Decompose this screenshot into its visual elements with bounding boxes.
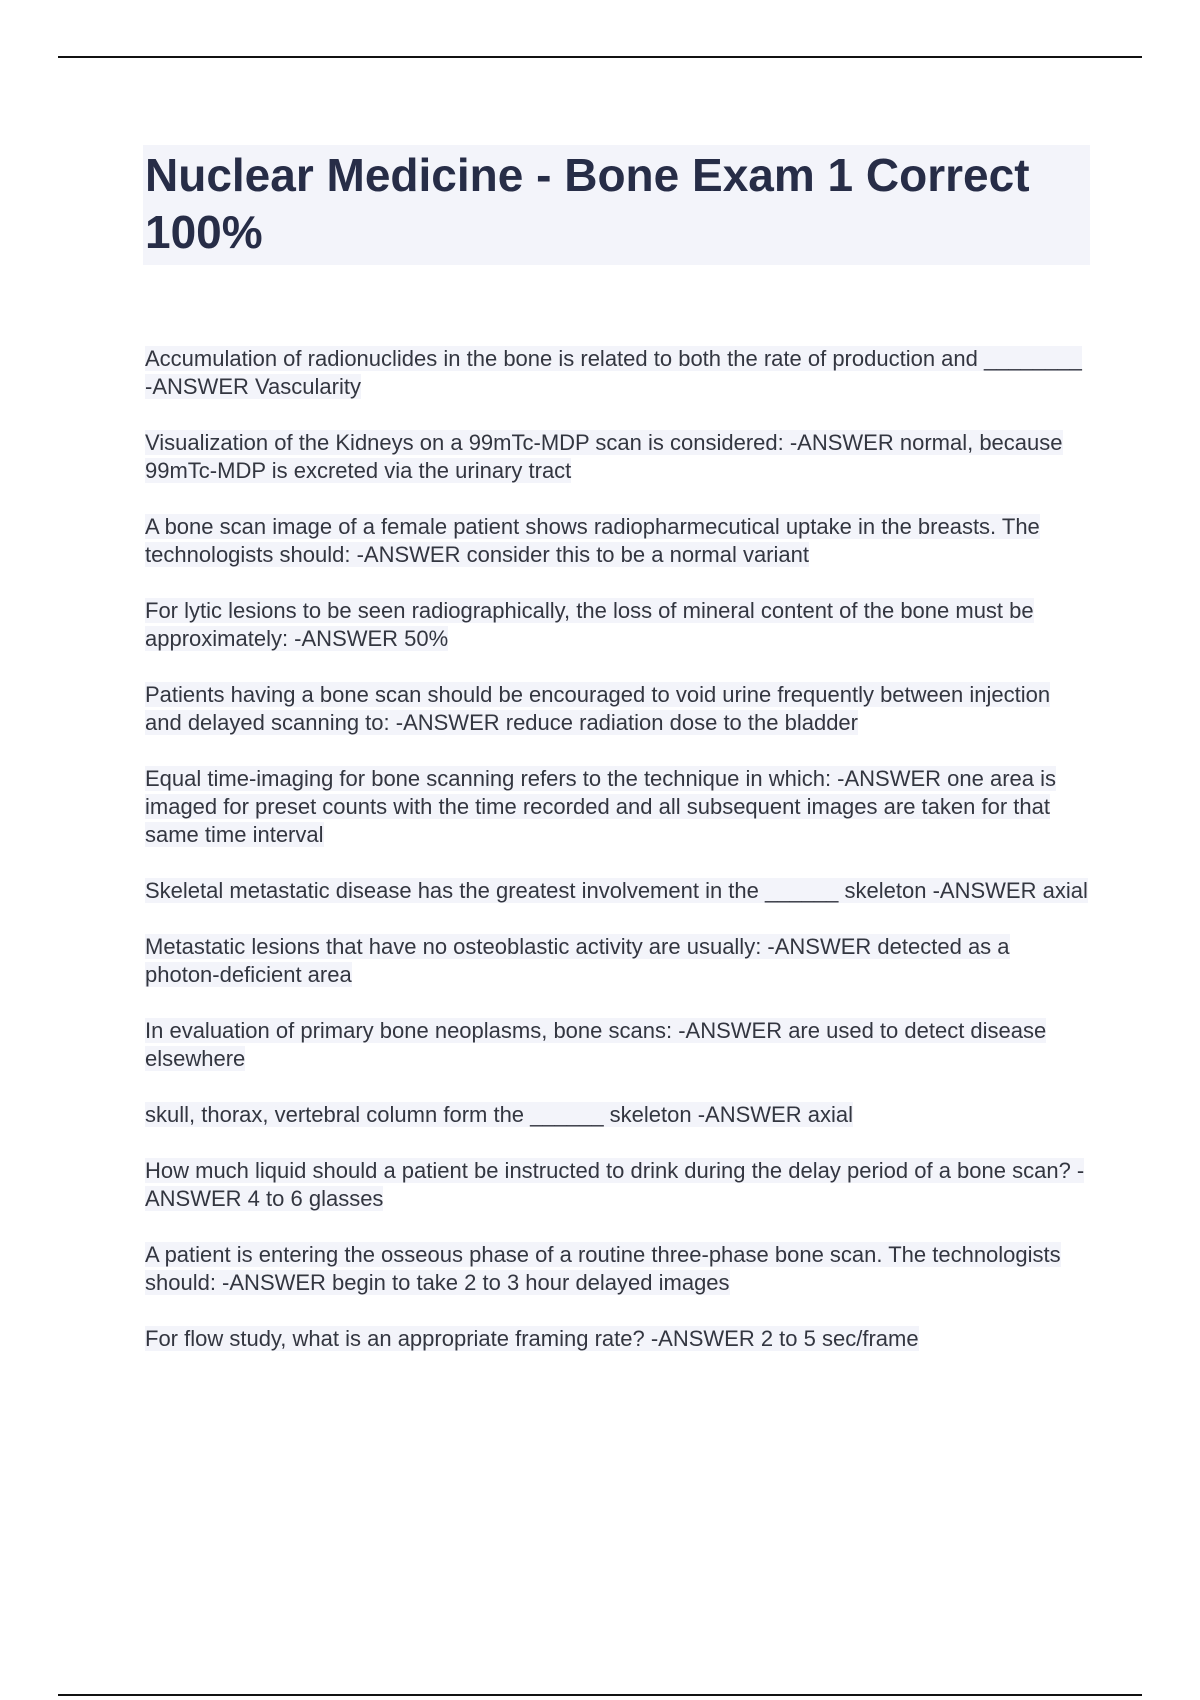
qa-item — [145, 513, 1090, 569]
qa-text: For flow study, what is an appropriate framing rate? -ANSWER 2 to 5 sec/frame — [145, 1326, 919, 1351]
qa-item — [145, 765, 1090, 849]
qa-text: A patient is entering the osseous phase of a routine three-phase bone scan. The technologists should: -ANSWER begin to take 2 to 3 hour delayed images — [145, 1242, 1061, 1295]
qa-item — [145, 877, 1090, 905]
qa-item — [145, 1157, 1090, 1213]
qa-item — [145, 681, 1090, 737]
top-rule — [58, 56, 1142, 58]
page-title: Nuclear Medicine - Bone Exam 1 Correct 100% — [145, 149, 1030, 258]
document-body — [145, 145, 1090, 1381]
qa-text: How much liquid should a patient be instructed to drink during the delay period of a bone scan? -ANSWER 4 to 6 glasses — [145, 1158, 1085, 1211]
qa-text: skull, thorax, vertebral column form the ______ skeleton -ANSWER axial — [145, 1102, 853, 1127]
qa-text: Equal time-imaging for bone scanning refers to the technique in which: -ANSWER one area is imaged for preset counts with the time recorded and all subsequent images are taken for that same time interval — [145, 766, 1057, 847]
qa-text: Visualization of the Kidneys on a 99mTc-MDP scan is considered: -ANSWER normal, because 99mTc-MDP is excreted via the urinary tract — [145, 430, 1063, 483]
qa-text: Skeletal metastatic disease has the greatest involvement in the ______ skeleton -ANSWER axial — [145, 878, 1088, 903]
qa-item — [145, 1325, 1090, 1353]
qa-text: In evaluation of primary bone neoplasms, bone scans: -ANSWER are used to detect disease elsewhere — [145, 1018, 1047, 1071]
bottom-rule — [58, 1694, 1142, 1696]
qa-item — [145, 1101, 1090, 1129]
qa-item — [145, 597, 1090, 653]
qa-item — [145, 345, 1090, 401]
qa-item — [145, 1017, 1090, 1073]
title-block — [143, 145, 1090, 265]
qa-text: For lytic lesions to be seen radiographically, the loss of mineral content of the bone must be approximately: -ANSWER 50% — [145, 598, 1034, 651]
qa-text: Metastatic lesions that have no osteoblastic activity are usually: -ANSWER detected as a photon-deficient area — [145, 934, 1010, 987]
qa-item — [145, 1241, 1090, 1297]
qa-item — [145, 429, 1090, 485]
qa-text: A bone scan image of a female patient shows radiopharmecutical uptake in the breasts. The technologists should: -ANSWER consider this to be a normal variant — [145, 514, 1040, 567]
qa-list — [145, 345, 1090, 1353]
qa-item — [145, 933, 1090, 989]
qa-text: Accumulation of radionuclides in the bone is related to both the rate of production and ________ -ANSWER Vascularity — [145, 346, 1082, 399]
qa-text: Patients having a bone scan should be encouraged to void urine frequently between injection and delayed scanning to: -ANSWER reduce radiation dose to the bladder — [145, 682, 1051, 735]
